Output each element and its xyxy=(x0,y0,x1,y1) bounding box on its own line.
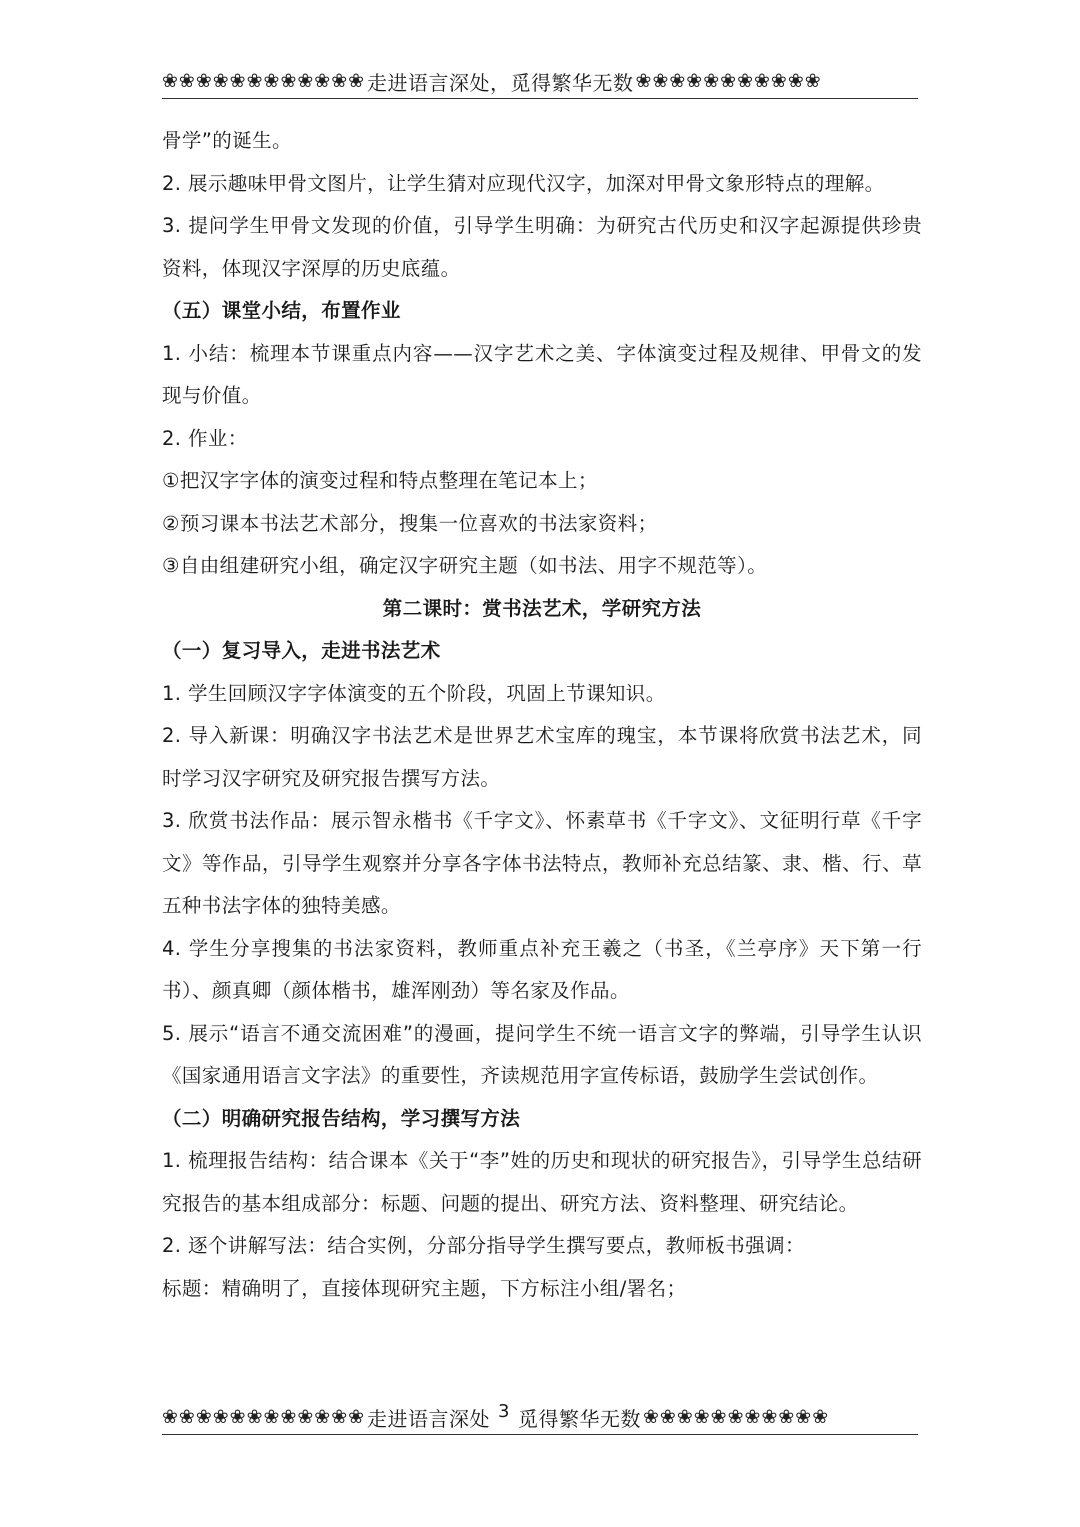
document-body xyxy=(162,120,922,1310)
flower-decoration-icon: ❀❀❀❀❀❀❀❀❀❀❀ xyxy=(643,1406,830,1428)
paragraph: 骨学”的诞生。 xyxy=(162,129,292,152)
flower-decoration-icon: ❀❀❀❀❀❀❀❀❀❀❀❀ xyxy=(162,70,366,92)
footer-motto-left: 走进语言深处 xyxy=(367,1406,491,1431)
paragraph: 标题：精确明了，直接体现研究主题，下方标注小组/署名； xyxy=(162,1276,687,1300)
section-heading: （二）明确研究报告结构，学习撰写方法 xyxy=(162,1106,521,1130)
page-footer xyxy=(162,1400,918,1435)
flower-decoration-icon: ❀❀❀❀❀❀❀❀❀❀❀ xyxy=(635,70,822,92)
paragraph: 4. 学生分享搜集的书法家资料，教师重点补充王羲之（书圣，《兰亭序》天下第一行书）、颜真卿（颜体楷书，雄浑刚劲）等名家及作品。 xyxy=(162,936,922,1002)
paragraph: 2. 作业： xyxy=(162,426,248,450)
footer-motto-right: 觅得繁华无数 xyxy=(518,1406,641,1431)
paragraph: 2. 导入新课：明确汉字书法艺术是世界艺术宝库的瑰宝，本节课将欣赏书法艺术，同时学习汉字研究及研究报告撰写方法。 xyxy=(162,724,922,790)
paragraph: 2. 展示趣味甲骨文图片，让学生猜对应现代汉字，加深对甲骨文象形特点的理解。 xyxy=(162,171,885,195)
flower-decoration-icon: ❀❀❀❀❀❀❀❀❀❀❀❀ xyxy=(162,1406,366,1428)
paragraph: 1. 梳理报告结构：结合课本《关于“李”姓的历史和现状的研究报告》，引导学生总结研究报告的基本组成部分：标题、问题的提出、研究方法、资料整理、研究结论。 xyxy=(162,1149,922,1215)
lesson-title: 第二课时：赏书法艺术，学研究方法 xyxy=(382,596,702,620)
paragraph: 2. 逐个讲解写法：结合实例，分部分指导学生撰写要点，教师板书强调： xyxy=(162,1234,805,1257)
paragraph: 3. 欣赏书法作品：展示智永楷书《千字文》、怀素草书《千字文》、文征明行草《千字文》等作品，引导学生观察并分享各字体书法特点，教师补充总结篆、隶、楷、行、草五种书法字体的独特美感。 xyxy=(162,809,922,917)
list-item: ③自由组建研究小组，确定汉字研究主题（如书法、用字不规范等）。 xyxy=(162,554,768,577)
section-heading: （一）复习导入，走进书法艺术 xyxy=(162,639,441,662)
paragraph: 1. 小结：梳理本节课重点内容——汉字艺术之美、字体演变过程及规律、甲骨文的发现与价值。 xyxy=(162,341,922,407)
paragraph: 5. 展示“语言不通交流困难”的漫画，提问学生不统一语言文字的弊端，引导学生认识《国家通用语言文字法》的重要性，齐读规范用字宣传标语，鼓励学生尝试创作。 xyxy=(162,1021,922,1087)
list-item: ①把汉字字体的演变过程和特点整理在笔记本上； xyxy=(162,469,598,492)
page-header xyxy=(162,64,918,99)
section-heading: （五）课堂小结，布置作业 xyxy=(162,299,401,322)
paragraph: 3. 提问学生甲骨文发现的价值，引导学生明确：为研究古代历史和汉字起源提供珍贵资料，体现汉字深厚的历史底蕴。 xyxy=(162,214,922,280)
paragraph: 1. 学生回顾汉字字体演变的五个阶段，巩固上节课知识。 xyxy=(162,681,666,705)
header-motto: 走进语言深处，觅得繁华无数 xyxy=(367,70,634,95)
page-number: 3 xyxy=(498,1400,510,1422)
list-item: ②预习课本书法艺术部分，搜集一位喜欢的书法家资料； xyxy=(162,511,658,535)
